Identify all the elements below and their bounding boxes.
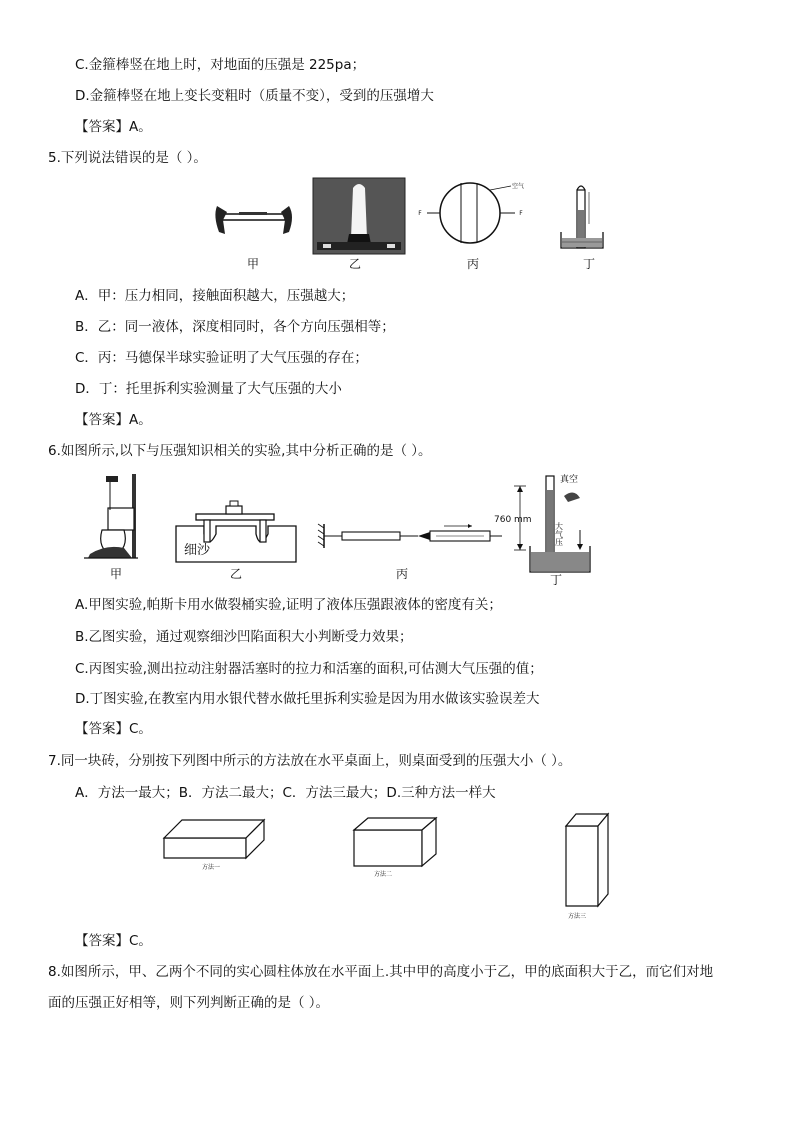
q5-caption-yi: 乙 (348, 257, 362, 271)
q7-brick-method-2 (354, 818, 436, 866)
q7-options: A．方法一最大；B．方法二最大；C．方法三最大；D.三种方法一样大 (75, 785, 496, 801)
q8-stem-line1: 8.如图所示，甲、乙两个不同的实心圆柱体放在水平面上.其中甲的高度小于乙，甲的底面积大于乙，而它们对地 (48, 964, 714, 980)
q7-caption-3: 方法三 (568, 913, 587, 920)
q6-caption-ding: 丁 (549, 573, 563, 586)
q5-option-d: D．丁：托里拆利实验测量了大气压强的大小 (75, 381, 342, 397)
q5-figure (205, 176, 625, 276)
svg-text:F: F (418, 210, 422, 217)
q7-answer: 【答案】C。 (75, 933, 152, 949)
q6-figure-jia (84, 474, 138, 558)
svg-text:空气: 空气 (511, 183, 525, 190)
q5-answer: 【答案】A。 (75, 412, 152, 428)
q6-caption-yi: 乙 (229, 567, 243, 581)
q5-stem: 5.下列说法错误的是（ ）。 (48, 150, 207, 166)
q7-figure (150, 806, 630, 924)
q6-option-b: B.乙图实验，通过观察细沙凹陷面积大小判断受力效果； (75, 629, 413, 645)
q7-caption-1: 方法一 (202, 864, 221, 871)
q5-caption-bing: 丙 (466, 257, 480, 271)
q6-figure-yi (176, 501, 296, 562)
q6-option-d: D.丁图实验,在教室内用水银代替水做托里拆利实验是因为用水做该实验误差大 (75, 691, 540, 707)
q7-caption-2: 方法二 (374, 871, 393, 878)
q7-brick-method-3 (566, 814, 608, 906)
q6-vacuum-label: 真空 (560, 475, 579, 485)
q5-caption-ding: 丁 (582, 257, 596, 271)
q4-answer: 【答案】A。 (75, 119, 152, 135)
q5-option-b: B．乙：同一液体，深度相同时，各个方向压强相等； (75, 319, 395, 335)
q5-figure-ding (561, 186, 603, 248)
q6-figure (80, 468, 610, 586)
q5-caption-jia: 甲 (246, 257, 260, 271)
q4-option-c: C.金箍棒竖在地上时，对地面的压强是 225pa； (75, 57, 366, 73)
q6-caption-bing: 丙 (395, 567, 409, 581)
q6-option-c: C.丙图实验,测出拉动注射器活塞时的拉力和活塞的面积,可估测大气压强的值； (75, 661, 543, 677)
q6-answer: 【答案】C。 (75, 721, 152, 737)
q6-height-label: 760 mm (494, 515, 532, 525)
q6-figure-ding (494, 473, 590, 572)
q7-stem: 7.同一块砖，分别按下列图中所示的方法放在水平桌面上，则桌面受到的压强大小（ ）。 (48, 753, 572, 769)
svg-text:F: F (519, 210, 523, 217)
q5-figure-jia (215, 206, 292, 234)
q6-stem: 6.如图所示,以下与压强知识相关的实验,其中分析正确的是（ ）。 (48, 443, 432, 459)
q5-figure-yi (313, 178, 405, 254)
q4-option-d: D.金箍棒竖在地上变长变粗时（质量不变），受到的压强增大 (75, 88, 434, 104)
q6-figure-bing (318, 524, 502, 548)
q6-option-a: A.甲图实验,帕斯卡用水做裂桶实验,证明了液体压强跟液体的密度有关； (75, 597, 502, 613)
q5-figure-bing (418, 182, 524, 243)
q5-option-c: C．丙：马德保半球实验证明了大气压强的存在； (75, 350, 368, 366)
q5-option-a: A．甲：压力相同，接触面积越大，压强越大； (75, 288, 355, 304)
q6-pressure-label: 大气压 (554, 522, 564, 546)
q7-brick-method-1 (164, 820, 264, 858)
q6-sand-label: 细沙 (184, 543, 211, 558)
q6-caption-jia: 甲 (109, 567, 123, 581)
q8-stem-line2: 面的压强正好相等，则下列判断正确的是（ ）。 (48, 995, 330, 1011)
